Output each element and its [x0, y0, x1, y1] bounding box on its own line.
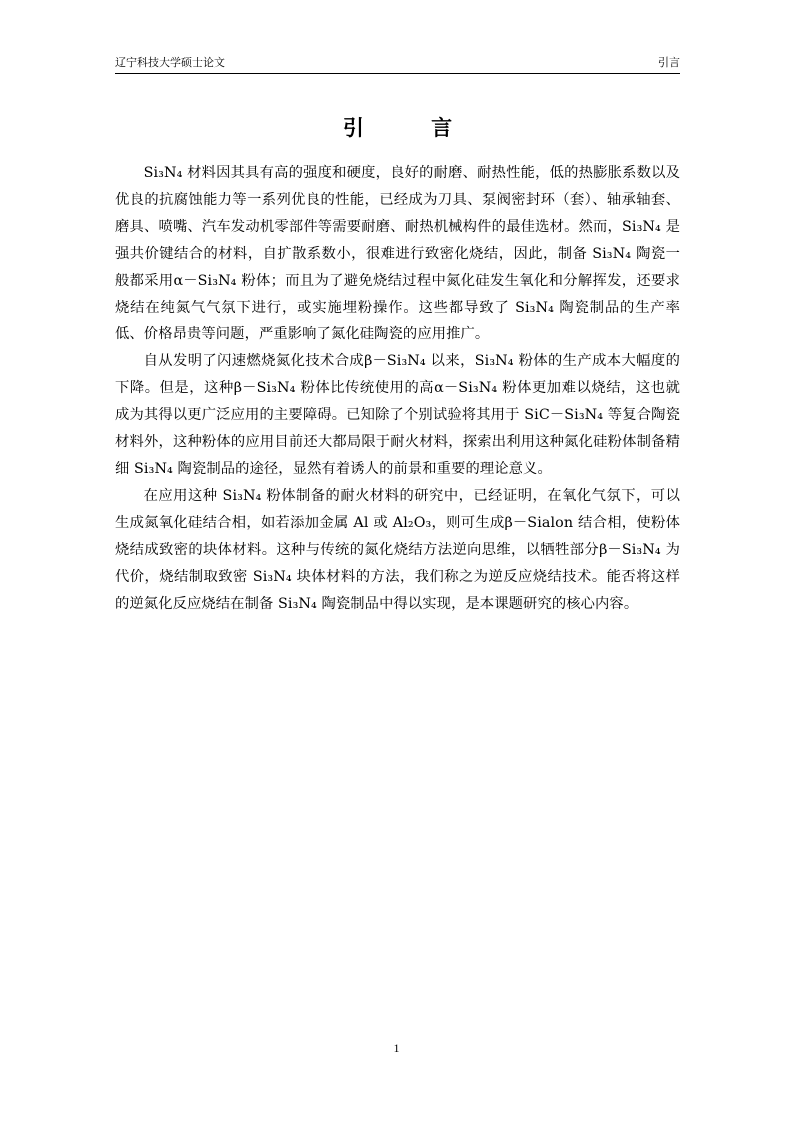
header-chapter-name: 引言: [658, 56, 680, 69]
paragraph-1: Si₃N₄ 材料因其具有高的强度和硬度，良好的耐磨、耐热性能，低的热膨胀系数以及优良的抗腐蚀能力等一系列优良的性能，已经成为刀具、泵阀密封环（套）、轴承轴套、磨具、喷嘴、汽车发动机零部件等需要耐磨、耐热机械构件的最佳选材。然而，Si₃N₄ 是强共价键结合的材料，自扩散系数小，很难进行致密化烧结，因此，制备 Si₃N₄ 陶瓷一般都采用α－Si₃N₄ 粉体；而且为了避免烧结过程中氮化硅发生氧化和分解挥发，还要求烧结在纯氮气气氛下进行，或实施埋粉操作。这些都导致了 Si₃N₄ 陶瓷制品的生产率低、价格昂贵等问题，严重影响了氮化硅陶瓷的应用推广。: [115, 165, 680, 343]
paragraph-2: 自从发明了闪速燃烧氮化技术合成β－Si₃N₄ 以来，Si₃N₄ 粉体的生产成本大幅度的下降。但是，这种β－Si₃N₄ 粉体比传统使用的高α－Si₃N₄ 粉体更加难以烧结，这也就成为其得以更广泛应用的主要障碍。已知除了个别试验将其用于 SiC－Si₃N₄ 等复合陶瓷材料外，这种粉体的应用目前还大都局限于耐火材料，探索出利用这种氮化硅粉体制备精细 Si₃N₄ 陶瓷制品的途径，显然有着诱人的前景和重要的理论意义。: [115, 353, 680, 477]
header-thesis-name: 辽宁科技大学硕士论文: [115, 56, 225, 69]
body-text: [115, 160, 680, 617]
paragraph-3: 在应用这种 Si₃N₄ 粉体制备的耐火材料的研究中，已经证明，在氧化气氛下，可以生成氮氧化硅结合相，如若添加金属 Al 或 Al₂O₃，则可生成β－Sialon 结合相，使粉体烧结成致密的块体材料。这种与传统的氮化烧结方法逆向思维，以牺牲部分β－Si₃N₄ 为代价，烧结制取致密 Si₃N₄ 块体材料的方法，我们称之为逆反应烧结技术。能否将这样的逆氮化反应烧结在制备 Si₃N₄ 陶瓷制品中得以实现，是本课题研究的核心内容。: [115, 487, 680, 612]
page-number: 1: [393, 1041, 400, 1055]
chapter-title: 引 言: [342, 116, 483, 140]
running-header: [115, 56, 680, 74]
